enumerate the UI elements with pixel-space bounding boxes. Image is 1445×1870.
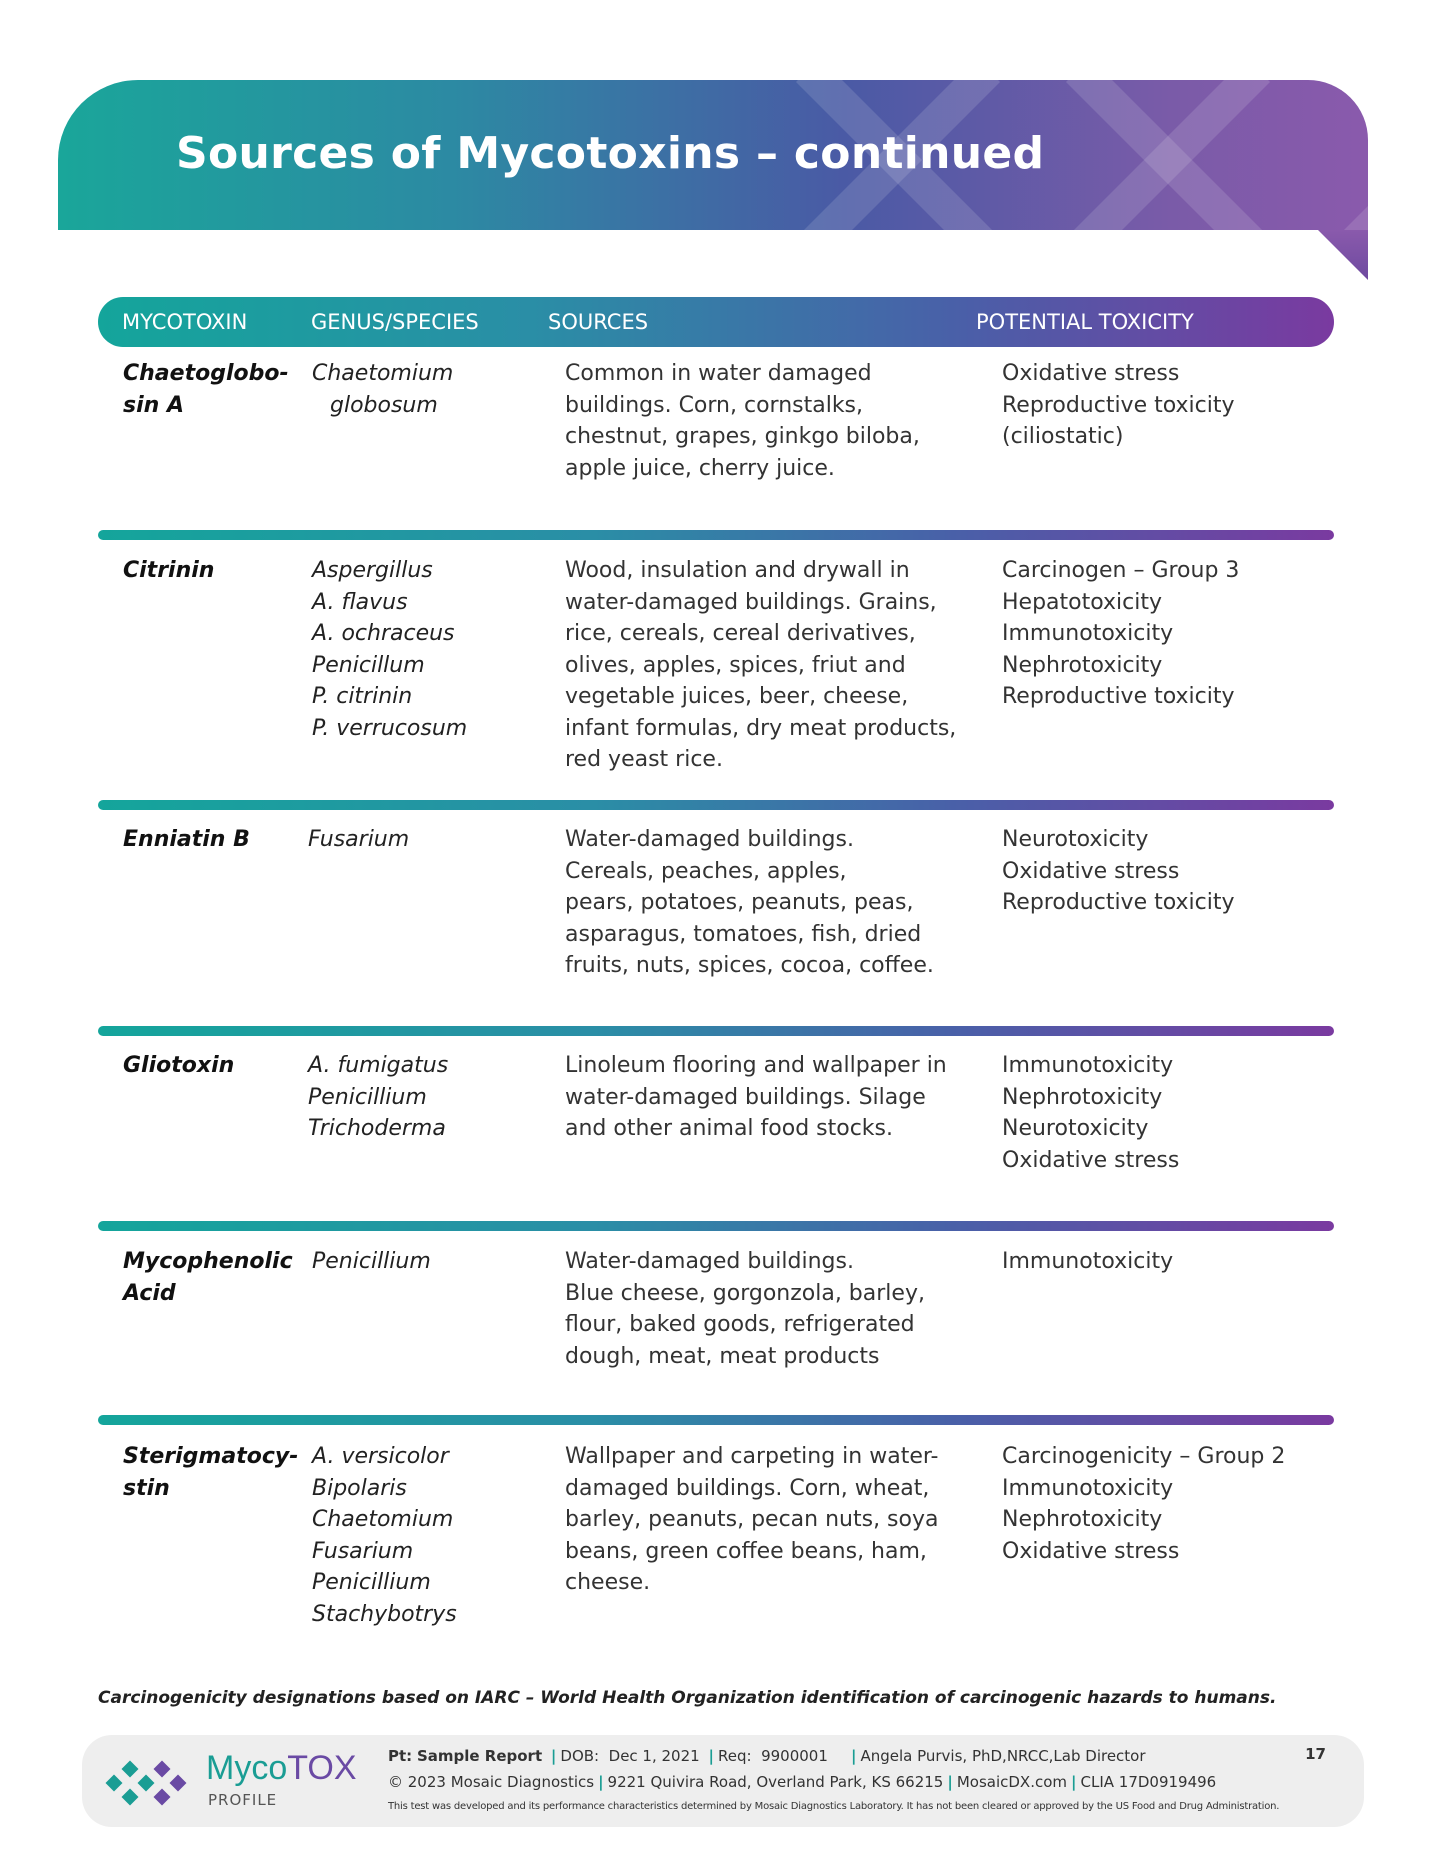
cell-line: rice, cereals, cereal derivatives, bbox=[565, 621, 916, 646]
genus-cell bbox=[308, 824, 538, 856]
cell-line: Chaetomium bbox=[312, 361, 454, 386]
mycotoxin-cell bbox=[123, 1441, 298, 1504]
cell-line: buildings. Corn, cornstalks, bbox=[565, 392, 864, 418]
column-header-sources: SOURCES bbox=[548, 310, 649, 334]
cell-line: asparagus, tomatoes, fish, dried bbox=[565, 921, 922, 947]
cell-line: Fusarium bbox=[308, 827, 410, 852]
table-header bbox=[98, 297, 1334, 347]
sources-cell bbox=[565, 1246, 985, 1372]
logo-myco: Myco bbox=[206, 1749, 288, 1787]
sources-cell bbox=[565, 1050, 985, 1145]
cell-line: Hepatotoxicity bbox=[1002, 589, 1163, 615]
patient-label: Pt: bbox=[388, 1747, 413, 1765]
page-number: 17 bbox=[1305, 1745, 1326, 1763]
cell-line: A. fumigatus bbox=[308, 1053, 449, 1078]
cell-line: water-damaged buildings. Grains, bbox=[565, 589, 937, 615]
cell-line: Chaetoglobo- bbox=[123, 361, 289, 386]
cell-line: Immunotoxicity bbox=[1002, 621, 1174, 646]
cell-line: globosum bbox=[330, 392, 438, 418]
sources-cell bbox=[565, 555, 985, 776]
lab-director: Angela Purvis, PhD,NRCC,Lab Director bbox=[860, 1747, 1146, 1765]
cell-line: Immunotoxicity bbox=[1002, 1249, 1174, 1274]
cell-line: Fusarium bbox=[312, 1538, 414, 1564]
genus-cell bbox=[312, 1246, 542, 1278]
footnote: Carcinogenicity designations based on IARC – World Health Organization identification of carcinogenic hazards to humans. bbox=[98, 1688, 1277, 1708]
page-footer bbox=[82, 1735, 1364, 1827]
req-label: Req: bbox=[717, 1747, 752, 1765]
row-divider bbox=[98, 530, 1334, 540]
cell-line: fruits, nuts, spices, cocoa, coffee. bbox=[565, 953, 934, 978]
cell-line: olives, apples, spices, friut and bbox=[565, 652, 906, 678]
mycotox-logo-text bbox=[206, 1749, 357, 1788]
cell-line: Nephrotoxicity bbox=[1002, 652, 1163, 678]
toxicity-cell bbox=[1002, 1441, 1332, 1567]
cell-line: Wallpaper and carpeting in water- bbox=[565, 1444, 939, 1469]
cell-line: and other animal food stocks. bbox=[565, 1116, 894, 1141]
mycotoxin-cell bbox=[123, 824, 298, 856]
cell-line: Oxidative stress bbox=[1002, 1147, 1180, 1173]
cell-line: Sterigmatocy- bbox=[123, 1444, 299, 1469]
cell-line: Wood, insulation and drywall in bbox=[565, 558, 910, 583]
copyright: © 2023 Mosaic Diagnostics bbox=[388, 1773, 595, 1791]
separator: | bbox=[947, 1773, 953, 1791]
mycotoxin-cell bbox=[123, 1246, 298, 1309]
cell-line: Chaetomium bbox=[312, 1507, 454, 1532]
cell-line: Water-damaged buildings. bbox=[565, 827, 854, 852]
logo-tox: TOX bbox=[287, 1749, 357, 1787]
cell-line: Oxidative stress bbox=[1002, 361, 1180, 386]
logo-subtitle: PROFILE bbox=[208, 1791, 278, 1809]
dob-value: Dec 1, 2021 bbox=[608, 1747, 700, 1765]
cell-line: chestnut, grapes, ginkgo biloba, bbox=[565, 424, 920, 449]
dob-label: DOB: bbox=[560, 1747, 600, 1765]
sources-cell bbox=[565, 1441, 985, 1599]
cell-line: stin bbox=[123, 1475, 170, 1501]
cell-line: Water-damaged buildings. bbox=[565, 1249, 854, 1274]
cell-line: Bipolaris bbox=[312, 1475, 407, 1501]
cell-line: Linoleum flooring and wallpaper in bbox=[565, 1053, 947, 1078]
genus-cell bbox=[312, 1441, 542, 1630]
cell-line: apple juice, cherry juice. bbox=[565, 455, 835, 481]
cell-line: Mycophenolic bbox=[123, 1249, 293, 1274]
cell-line: Penicillium bbox=[312, 1249, 431, 1274]
clia-number: CLIA 17D0919496 bbox=[1080, 1773, 1217, 1791]
cell-line: P. citrinin bbox=[312, 684, 413, 709]
column-header-genus-species: GENUS/SPECIES bbox=[311, 310, 479, 334]
toxicity-cell bbox=[1002, 555, 1332, 713]
cell-line: Reproductive toxicity bbox=[1002, 392, 1235, 418]
column-header-mycotoxin: MYCOTOXIN bbox=[122, 310, 248, 334]
cell-line: Carcinogenicity – Group 2 bbox=[1002, 1444, 1286, 1469]
cell-line: Immunotoxicity bbox=[1002, 1475, 1174, 1501]
title-banner bbox=[58, 80, 1368, 230]
footer-disclaimer: This test was developed and its performance characteristics determined by Mosaic Diagnostics Laboratory. It has not been cleared or approved by the US Food and Drug Administration. bbox=[388, 1801, 1280, 1812]
genus-cell bbox=[312, 358, 542, 421]
cell-line: vegetable juices, beer, cheese, bbox=[565, 684, 909, 709]
mycotoxin-cell bbox=[123, 1050, 298, 1082]
cell-line: Penicillum bbox=[312, 652, 425, 678]
cell-line: (ciliostatic) bbox=[1002, 424, 1124, 449]
separator: | bbox=[1071, 1773, 1077, 1791]
cell-line: Acid bbox=[123, 1280, 176, 1306]
website-link[interactable]: MosaicDX.com bbox=[956, 1773, 1068, 1791]
cell-line: Common in water damaged bbox=[565, 361, 872, 386]
separator: | bbox=[598, 1773, 604, 1791]
cell-line: A. ochraceus bbox=[312, 621, 455, 646]
toxicity-cell bbox=[1002, 1246, 1332, 1278]
cell-line: Reproductive toxicity bbox=[1002, 890, 1235, 915]
genus-cell bbox=[308, 1050, 538, 1145]
separator: | bbox=[850, 1747, 857, 1765]
sources-cell bbox=[565, 824, 985, 982]
cell-line: Gliotoxin bbox=[123, 1053, 235, 1078]
cell-line: Aspergillus bbox=[312, 558, 433, 583]
cell-line: red yeast rice. bbox=[565, 747, 723, 772]
separator: | bbox=[550, 1747, 557, 1765]
cell-line: beans, green coffee beans, ham, bbox=[565, 1538, 927, 1564]
cell-line: Neurotoxicity bbox=[1002, 1116, 1149, 1141]
column-header-potential-toxicity: POTENTIAL TOXICITY bbox=[976, 310, 1194, 334]
cell-line: Stachybotrys bbox=[312, 1601, 457, 1627]
banner-tail-shape bbox=[1318, 230, 1368, 280]
cell-line: Oxidative stress bbox=[1002, 1538, 1180, 1564]
cell-line: Oxidative stress bbox=[1002, 858, 1180, 884]
page-title: Sources of Mycotoxins – continued bbox=[176, 128, 1045, 179]
cell-line: sin A bbox=[123, 392, 184, 418]
cell-line: Citrinin bbox=[123, 558, 215, 583]
cell-line: cheese. bbox=[565, 1570, 651, 1595]
footer-address-row bbox=[388, 1773, 1216, 1791]
cell-line: water-damaged buildings. Silage bbox=[565, 1084, 926, 1110]
mycotoxin-cell bbox=[123, 555, 298, 587]
cell-line: Nephrotoxicity bbox=[1002, 1507, 1163, 1532]
cell-line: Penicillium bbox=[312, 1570, 431, 1595]
row-divider bbox=[98, 800, 1334, 810]
genus-cell bbox=[312, 555, 542, 744]
cell-line: Neurotoxicity bbox=[1002, 827, 1149, 852]
row-divider bbox=[98, 1415, 1334, 1425]
cell-line: Reproductive toxicity bbox=[1002, 684, 1235, 709]
cell-line: Trichoderma bbox=[308, 1116, 446, 1141]
mycotoxin-cell bbox=[123, 358, 298, 421]
toxicity-cell bbox=[1002, 358, 1332, 453]
cell-line: flour, baked goods, refrigerated bbox=[565, 1312, 915, 1337]
address: 9221 Quivira Road, Overland Park, KS 66215 bbox=[607, 1773, 944, 1791]
patient-value: Sample Report bbox=[416, 1747, 543, 1765]
separator: | bbox=[708, 1747, 714, 1765]
cell-line: A. versicolor bbox=[312, 1444, 449, 1469]
cell-line: damaged buildings. Corn, wheat, bbox=[565, 1475, 930, 1501]
cell-line: Enniatin B bbox=[123, 827, 250, 852]
cell-line: pears, potatoes, peanuts, peas, bbox=[565, 890, 914, 915]
cell-line: Nephrotoxicity bbox=[1002, 1084, 1163, 1110]
toxicity-cell bbox=[1002, 1050, 1332, 1176]
mycotox-logo-icon bbox=[104, 1755, 194, 1811]
row-divider bbox=[98, 1221, 1334, 1231]
row-divider bbox=[98, 1026, 1334, 1036]
toxicity-cell bbox=[1002, 824, 1332, 919]
req-value: 9900001 bbox=[761, 1747, 828, 1765]
footer-patient-row bbox=[388, 1747, 1146, 1765]
cell-line: Blue cheese, gorgonzola, barley, bbox=[565, 1280, 925, 1306]
cell-line: infant formulas, dry meat products, bbox=[565, 715, 957, 741]
cell-line: Cereals, peaches, apples, bbox=[565, 858, 847, 884]
cell-line: Carcinogen – Group 3 bbox=[1002, 558, 1240, 583]
sources-cell bbox=[565, 358, 985, 484]
cell-line: dough, meat, meat products bbox=[565, 1343, 880, 1369]
cell-line: barley, peanuts, pecan nuts, soya bbox=[565, 1507, 939, 1532]
cell-line: Immunotoxicity bbox=[1002, 1053, 1174, 1078]
cell-line: A. flavus bbox=[312, 589, 408, 615]
cell-line: P. verrucosum bbox=[312, 715, 468, 741]
cell-line: Penicillium bbox=[308, 1084, 427, 1110]
